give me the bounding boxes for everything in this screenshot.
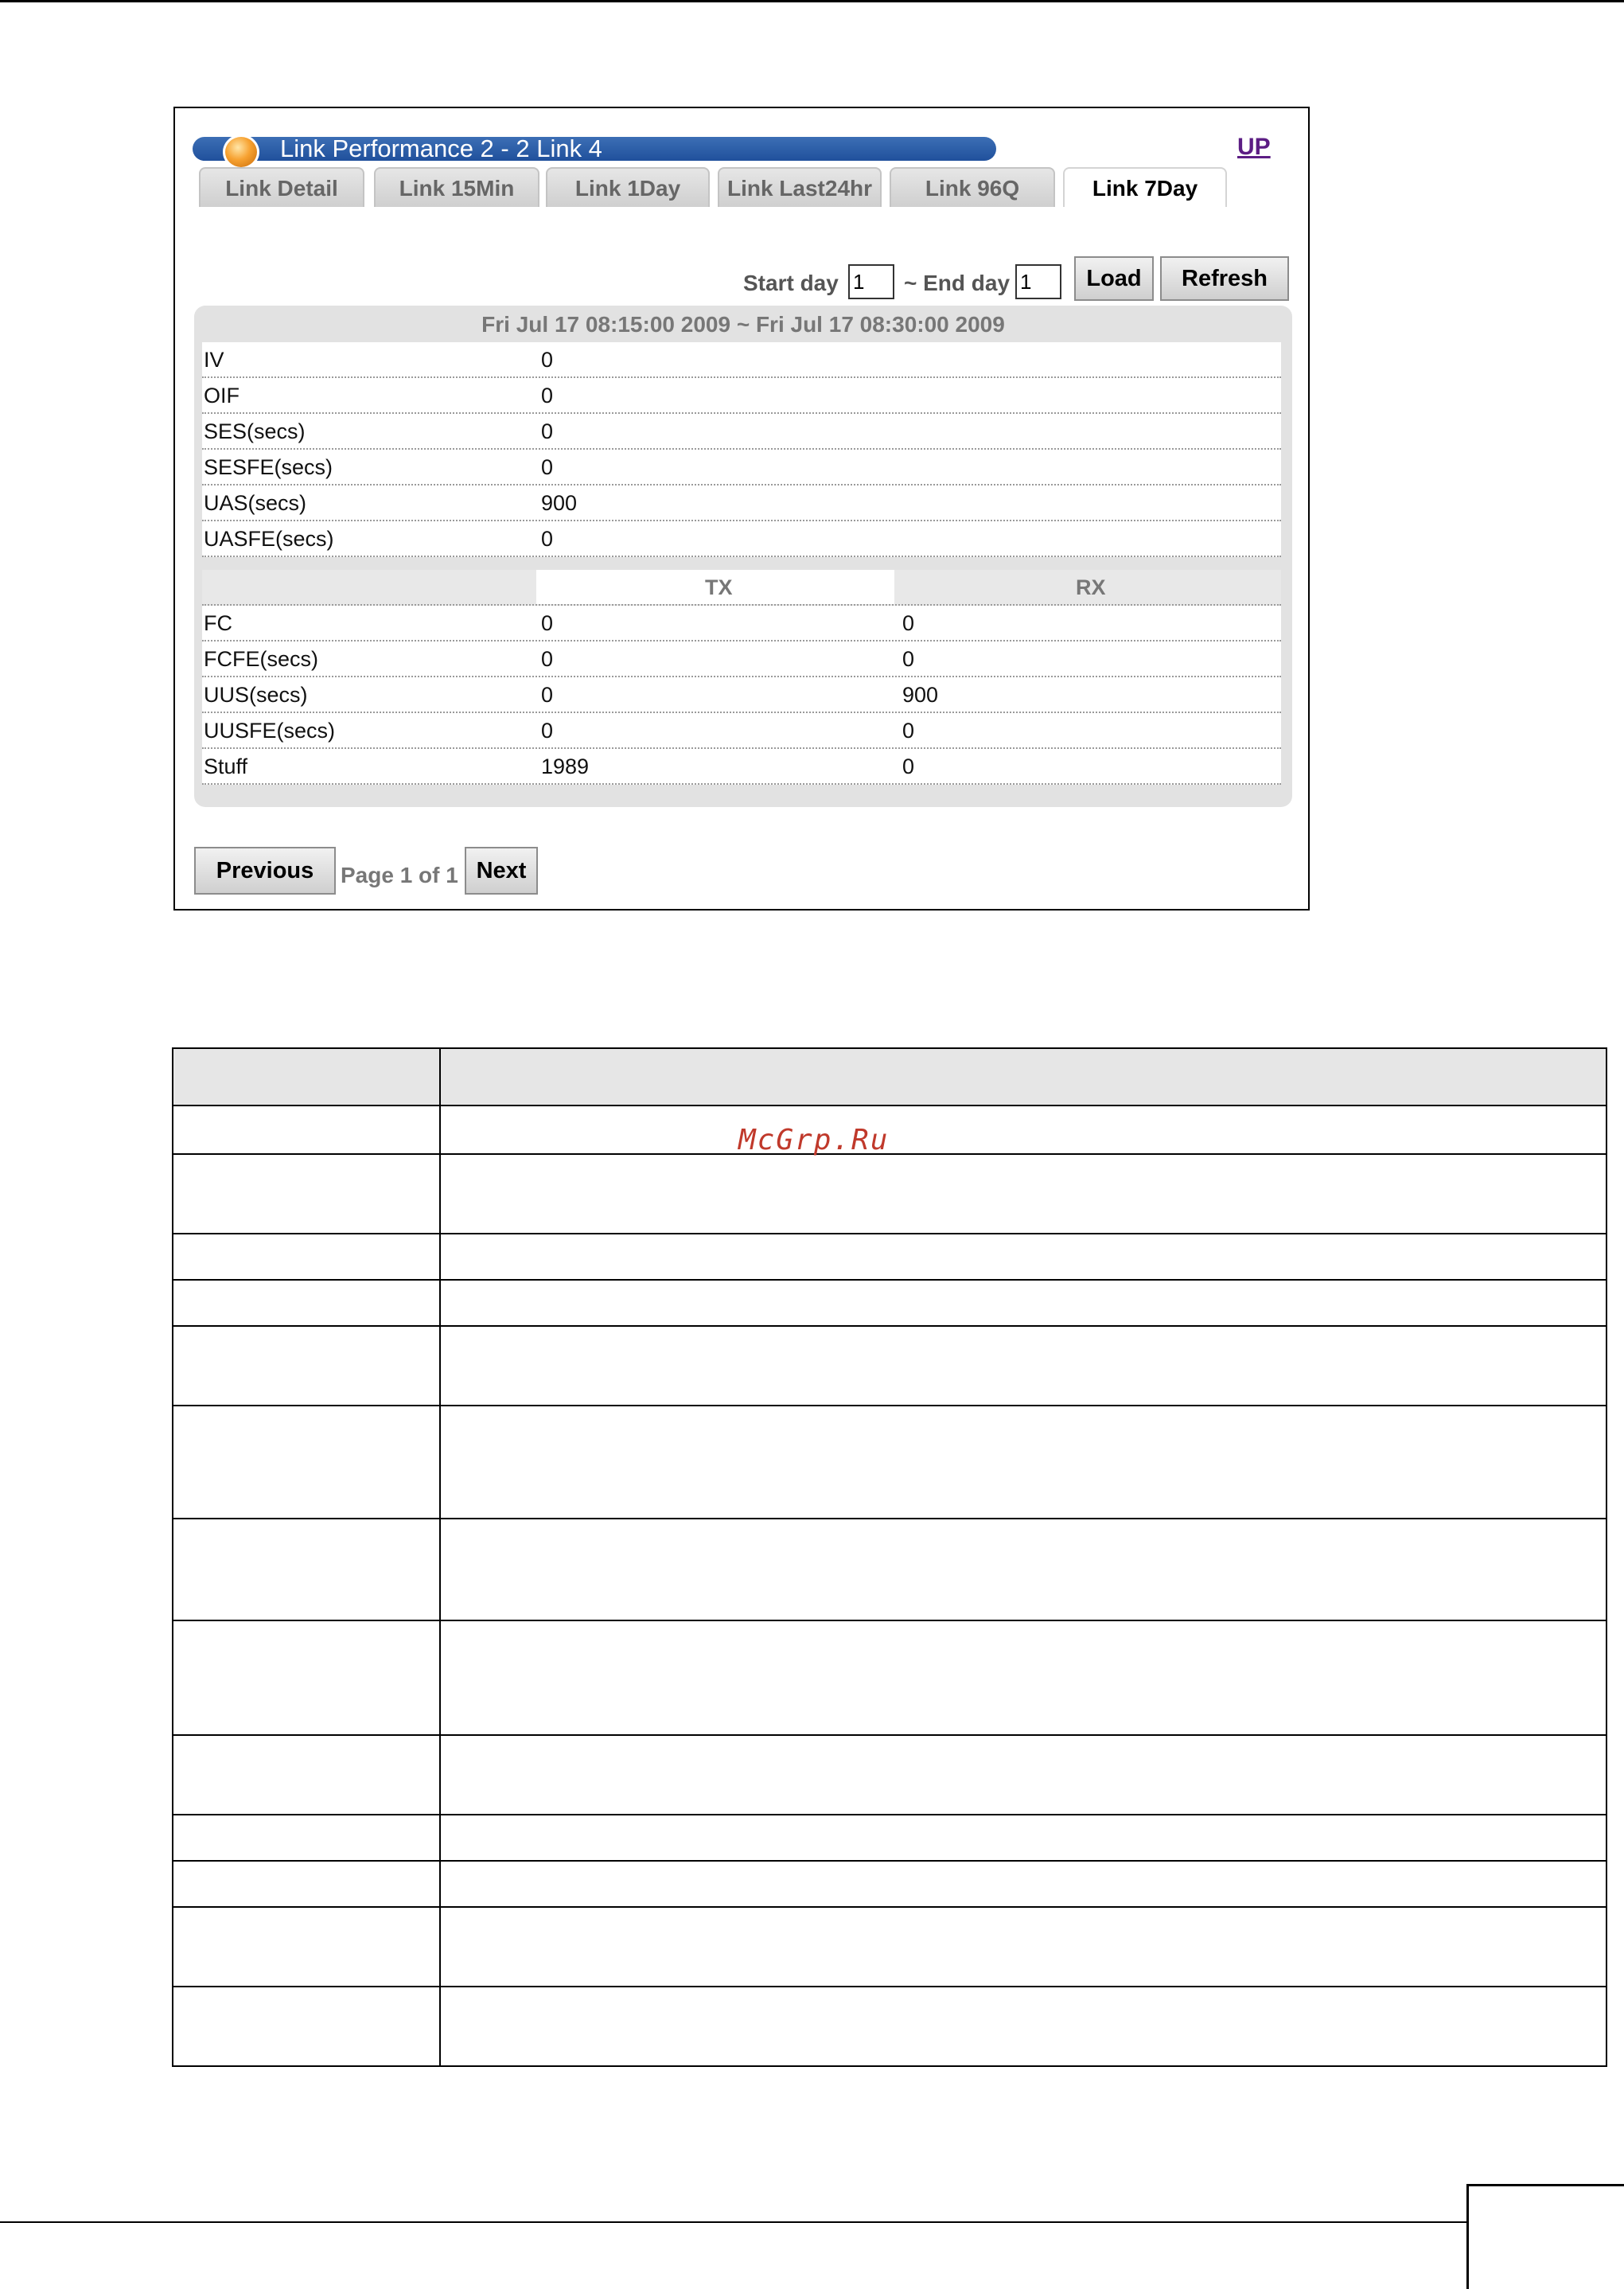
label-cell [173,1326,440,1406]
tab-link-last24hr[interactable]: Link Last24hr [718,167,882,207]
table-row [173,1326,1606,1406]
description-cell [440,1326,1606,1406]
stat-value: 0 [541,348,554,372]
stat-row [202,485,1281,521]
description-cell [440,1234,1606,1280]
table-header-row [173,1048,1606,1106]
description-cell [440,1620,1606,1735]
stat-value: 0 [541,419,554,443]
label-cell [173,1519,440,1620]
label-cell [173,1154,440,1234]
stat-row [202,414,1281,450]
rx-value: 900 [902,683,939,707]
stat-value: 0 [541,455,554,479]
tx-header: TX [705,575,733,599]
table-row [173,1406,1606,1519]
tx-value: 0 [541,719,554,743]
top-rule [0,0,1624,2]
table-row [173,1154,1606,1234]
description-cell [440,1280,1606,1326]
rx-value: 0 [902,611,915,635]
stat-row [202,606,1281,641]
stat-row [202,521,1281,557]
link-performance-panel [173,107,1310,911]
period-header: Fri Jul 17 08:15:00 2009 ~ Fri Jul 17 08:30:00 2009 [481,312,1005,337]
stat-name: FC [204,611,232,635]
stat-row [202,641,1281,677]
stat-row [202,450,1281,485]
stat-name: UUSFE(secs) [204,719,336,743]
table-row [173,1815,1606,1861]
label-cell [173,1406,440,1519]
label-cell [173,1735,440,1815]
previous-button[interactable]: Previous [194,847,336,895]
tab-link-7day[interactable]: Link 7Day [1063,167,1227,207]
label-cell [173,1987,440,2066]
table-row [173,1907,1606,1987]
description-cell [440,1106,1606,1154]
stat-name: UASFE(secs) [204,527,334,551]
tx-value: 0 [541,611,554,635]
table-row [173,1280,1606,1326]
table-row [173,1106,1606,1154]
description-cell [440,1861,1606,1907]
table-row [173,1735,1606,1815]
page-indicator: Page 1 of 1 [341,863,458,887]
table-row [173,1519,1606,1620]
single-stats-table [202,342,1281,557]
description-cell [440,1987,1606,2066]
watermark: McGrp.Ru [738,1124,890,1156]
tab-link-1day[interactable]: Link 1Day [546,167,710,207]
description-cell [440,1519,1606,1620]
label-cell [173,1234,440,1280]
tx-rx-stats-table [202,570,1281,785]
end-day-label: ~ End day [904,271,1011,295]
stat-row [202,342,1281,378]
orb-icon [223,135,259,170]
stat-row [202,378,1281,414]
end-day-input[interactable] [1015,264,1061,299]
description-cell [440,1907,1606,1987]
statistics-box [194,306,1292,807]
label-cell [173,1907,440,1987]
rx-value: 0 [902,755,915,778]
tx-value: 0 [541,647,554,671]
rx-value: 0 [902,647,915,671]
stat-name: IV [204,348,224,372]
field-description-table [172,1047,1607,2067]
panel-title: Link Performance 2 - 2 Link 4 [280,135,602,162]
load-button[interactable]: Load [1074,256,1154,301]
rx-value: 0 [902,719,915,743]
description-cell [440,1406,1606,1519]
stat-row [202,749,1281,785]
stat-name: UUS(secs) [204,683,308,707]
label-cell [173,1815,440,1861]
description-cell [440,1815,1606,1861]
table-body [173,1106,1606,2066]
stat-name: SES(secs) [204,419,306,443]
start-day-input[interactable] [848,264,894,299]
title-bar [193,137,996,161]
tab-link-15min[interactable]: Link 15Min [374,167,539,207]
stat-name: SESFE(secs) [204,455,333,479]
next-button[interactable]: Next [465,847,538,895]
rx-header: RX [1076,575,1106,599]
stat-row [202,677,1281,713]
stat-name: Stuff [204,755,248,778]
stat-name: OIF [204,384,240,407]
stat-value: 900 [541,491,578,515]
description-cell [440,1735,1606,1815]
day-range-controls [175,256,1311,304]
label-cell [173,1106,440,1154]
page-number-box [1466,2184,1624,2289]
table-row [173,1987,1606,2066]
tx-rx-header-row [202,570,1281,606]
label-cell [173,1620,440,1735]
table-row [173,1861,1606,1907]
tx-value: 1989 [541,755,590,778]
stat-row [202,713,1281,749]
stat-name: FCFE(secs) [204,647,318,671]
start-day-label: Start day [743,271,839,295]
table-row [173,1234,1606,1280]
footer-rule [0,2221,1466,2223]
description-cell [440,1154,1606,1234]
stat-value: 0 [541,384,554,407]
stat-value: 0 [541,527,554,551]
up-link[interactable]: UP [1237,134,1271,160]
label-cell [173,1280,440,1326]
table-row [173,1620,1606,1735]
label-column-header [173,1048,440,1106]
description-column-header [440,1048,1606,1106]
stat-name: UAS(secs) [204,491,307,515]
tab-link-detail[interactable]: Link Detail [199,167,364,207]
refresh-button[interactable]: Refresh [1160,256,1289,301]
tx-value: 0 [541,683,554,707]
tab-link-96q[interactable]: Link 96Q [890,167,1055,207]
label-cell [173,1861,440,1907]
